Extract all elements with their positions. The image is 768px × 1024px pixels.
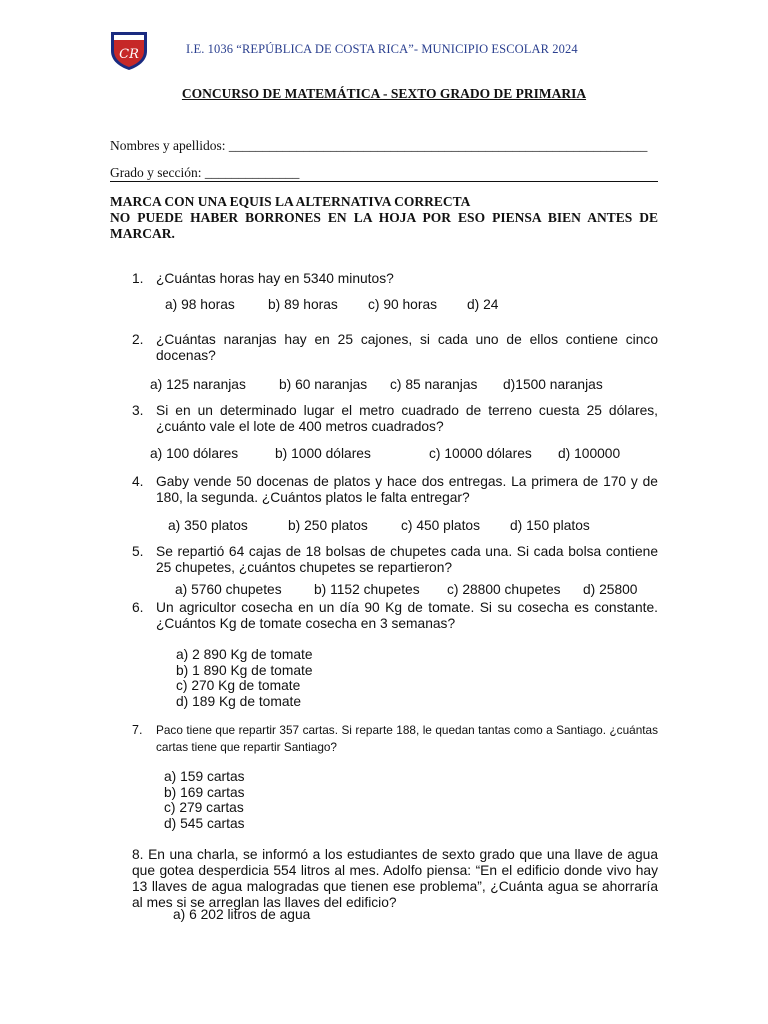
option-a[interactable]: a) 125 naranjas [150,377,246,392]
option-c[interactable]: c) 90 horas [368,297,438,312]
grade-field[interactable]: Grado y sección: ______________ [110,165,300,180]
question-text: Se repartió 64 cajas de 18 bolsas de chupetes cada una. Si cada bolsa contiene 25 chupetes, ¿cuántos chupetes se repartieron? [156,544,658,575]
exam-title: CONCURSO DE MATEMÁTICA - SEXTO GRADO DE PRIMARIA [181,86,587,101]
option-d[interactable]: d) 24 [467,297,499,312]
question-number: 5. [132,544,144,559]
school-header: I.E. 1036 “REPÚBLICA DE COSTA RICA”- MUNICIPIO ESCOLAR 2024 [186,42,578,56]
instruction-line-1: MARCA CON UNA EQUIS LA ALTERNATIVA CORRECTA [110,194,471,209]
option-d[interactable]: d) 545 cartas [164,815,245,831]
option-a[interactable]: a) 2 890 Kg de tomate [176,647,313,662]
divider [110,181,658,182]
option-d[interactable]: d)1500 naranjas [503,377,603,392]
question-number: 6. [132,600,144,615]
question-number: 7. [132,723,143,737]
option-b[interactable]: b) 169 cartas [164,784,245,800]
option-b[interactable]: b) 89 horas [268,297,338,312]
question-8 [132,847,658,911]
option-b[interactable]: b) 1000 dólares [275,446,371,461]
option-c[interactable]: c) 85 naranjas [390,377,478,392]
instruction-line-2: NO PUEDE HABER BORRONES EN LA HOJA POR ESO PIENSA BIEN ANTES DE MARCAR. [110,210,658,241]
option-d[interactable]: d) 25800 [583,582,638,597]
question-text: Si en un determinado lugar el metro cuadrado de terreno cuesta 25 dólares, ¿cuánto vale el lote de 400 metros cuadrados? [156,403,658,434]
option-c[interactable]: c) 279 cartas [164,800,244,815]
option-a[interactable]: a) 100 dólares [150,446,239,461]
option-a[interactable]: a) 98 horas [165,297,235,312]
question-text: ¿Cuántas naranjas hay en 25 cajones, si cada uno de ellos contiene cinco docenas? [156,332,658,363]
question-number: 1. [132,271,144,286]
school-logo [108,29,150,71]
options-list [164,769,245,831]
question-text: En una charla, se informó a los estudiantes de sexto grado que una llave de agua que gotea desperdicia 554 litros al mes. Adolfo piensa: “En el edificio donde vivo hay 13 llaves de agua malogradas que tienen ese problema”, ¿Cuánta agua se ahorraría al mes si se arreglan las llaves del edificio? [132,847,658,910]
question-number: 2. [132,332,144,347]
option-c[interactable]: c) 10000 dólares [429,446,532,461]
question-number: 3. [132,403,144,418]
logo-monogram: CR [119,47,139,62]
option-b[interactable]: b) 60 naranjas [279,377,368,392]
option-a[interactable]: a) 159 cartas [164,769,245,784]
question-text: ¿Cuántas horas hay en 5340 minutos? [156,271,394,286]
question-number: 8. [132,847,144,862]
options-list [176,647,313,709]
option-c[interactable]: c) 450 platos [401,518,480,533]
question-number: 4. [132,474,144,489]
question-text: Paco tiene que repartir 357 cartas. Si reparte 188, le quedan tantas como a Santiago. ¿cuántas cartas tiene que repartir Santiago? [156,723,658,754]
option-c[interactable]: c) 28800 chupetes [447,582,561,597]
option-a[interactable]: a) 5760 chupetes [175,582,282,597]
option-a[interactable]: a) 350 platos [168,518,248,533]
option-b[interactable]: b) 1 890 Kg de tomate [176,662,313,678]
option-a[interactable]: a) 6 202 litros de agua [173,907,311,922]
option-c[interactable]: c) 270 Kg de tomate [176,678,301,693]
question-text: Un agricultor cosecha en un día 90 Kg de tomate. Si su cosecha es constante. ¿Cuántos Kg de tomate cosecha en 3 semanas? [156,600,658,631]
name-field[interactable]: Nombres y apellidos: ______________________________________________________________ [110,138,648,153]
options-list [173,907,310,923]
option-d[interactable]: d) 189 Kg de tomate [176,693,302,709]
question-text: Gaby vende 50 docenas de platos y hace dos entregas. La primera de 170 y de 180, la segunda. ¿Cuántos platos le falta entregar? [156,474,658,505]
option-d[interactable]: d) 150 platos [510,518,590,533]
option-d[interactable]: d) 100000 [558,446,621,461]
option-b[interactable]: b) 1152 chupetes [314,582,420,597]
option-b[interactable]: b) 250 platos [288,518,368,533]
